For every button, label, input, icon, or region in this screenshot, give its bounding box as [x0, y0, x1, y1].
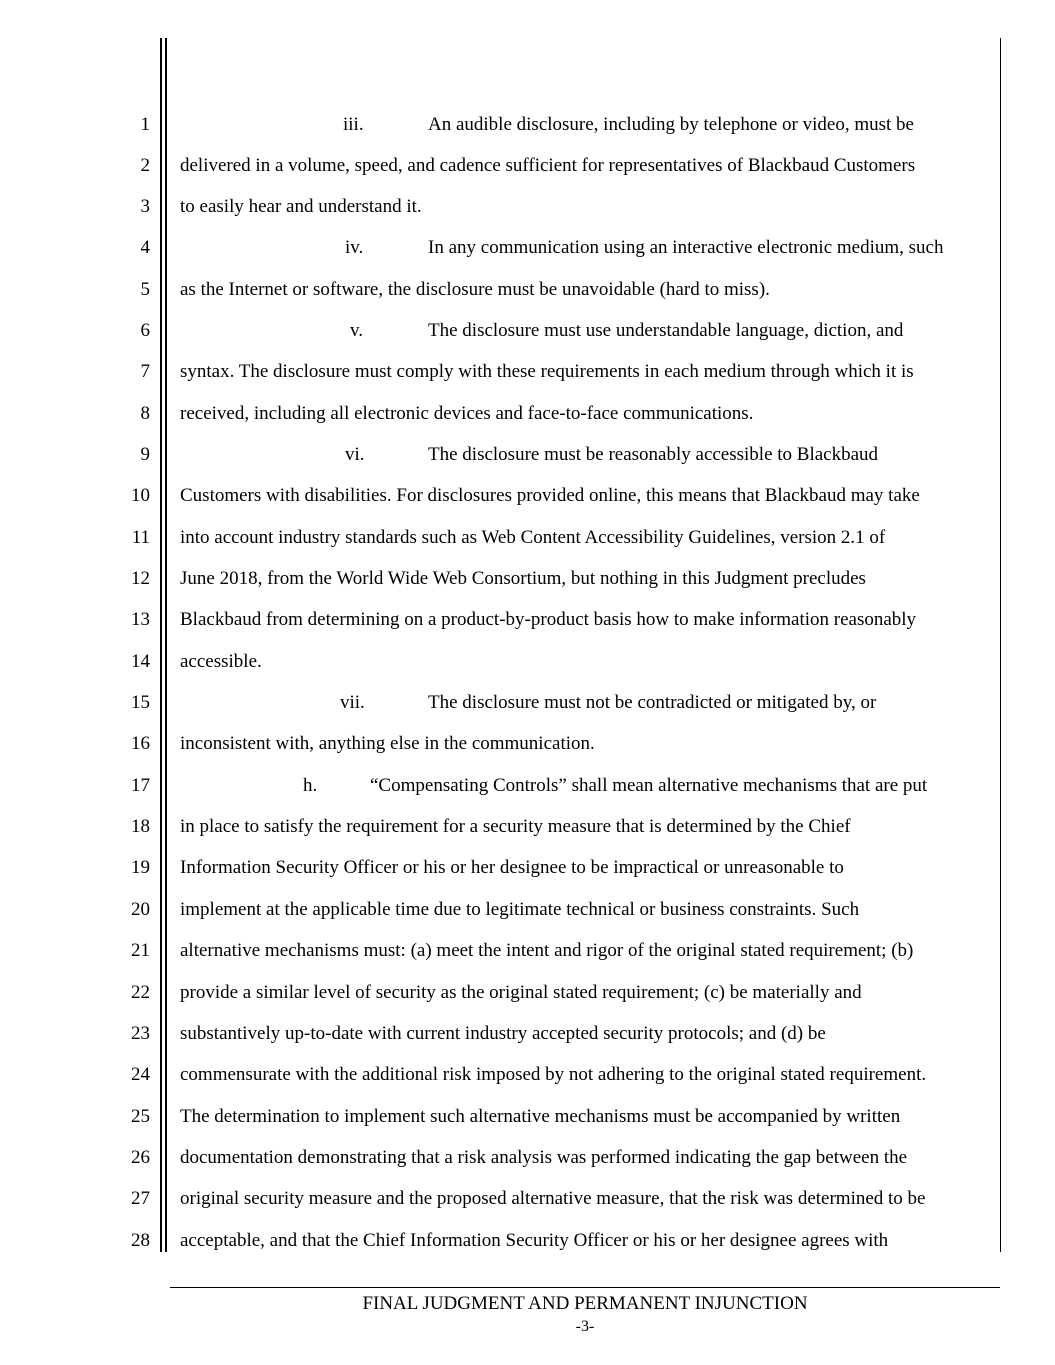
line-number: 9	[140, 444, 150, 465]
footer-rule	[170, 1287, 1000, 1288]
text-line: documentation demonstrating that a risk analysis was performed indicating the gap between the	[180, 1147, 908, 1168]
line-number: 12	[131, 568, 150, 589]
line-number: 13	[131, 609, 150, 630]
text-line: The disclosure must be reasonably accessible to Blackbaud	[428, 444, 879, 465]
line-number: 28	[131, 1230, 150, 1251]
line-number: 7	[140, 361, 150, 382]
text-line: inconsistent with, anything else in the communication.	[180, 733, 595, 754]
line-number: 2	[140, 155, 150, 176]
line-number: 21	[131, 940, 150, 961]
line-number: 23	[131, 1023, 150, 1044]
text-line: In any communication using an interactive electronic medium, such	[428, 237, 944, 258]
line-number: 20	[131, 899, 150, 920]
section-marker: h.	[303, 775, 318, 796]
subsection-marker: vii.	[340, 692, 365, 713]
page-number: -3-	[575, 1318, 595, 1335]
text-line: June 2018, from the World Wide Web Consortium, but nothing in this Judgment precludes	[180, 568, 866, 589]
line-number: 25	[131, 1106, 150, 1127]
line-number: 15	[131, 692, 150, 713]
text-line: original security measure and the proposed alternative measure, that the risk was determined to be	[180, 1188, 926, 1209]
line-number: 10	[131, 485, 150, 506]
line-number: 8	[140, 403, 150, 424]
left-margin-rule-outer	[160, 38, 162, 1252]
text-line: implement at the applicable time due to legitimate technical or business constraints. Such	[180, 899, 860, 920]
subsection-marker: vi.	[345, 444, 365, 465]
line-number: 26	[131, 1147, 150, 1168]
line-number: 22	[131, 982, 150, 1003]
line-number: 24	[131, 1064, 150, 1085]
text-line: in place to satisfy the requirement for a security measure that is determined by the Chief	[180, 816, 851, 837]
right-margin-rule	[1000, 38, 1001, 1252]
line-number: 6	[140, 320, 150, 341]
text-line: The disclosure must not be contradicted or mitigated by, or	[428, 692, 877, 713]
text-line: substantively up-to-date with current industry accepted security protocols; and (d) be	[180, 1023, 826, 1044]
text-line: delivered in a volume, speed, and cadence sufficient for representatives of Blackbaud Customers	[180, 155, 916, 176]
text-line: An audible disclosure, including by telephone or video, must be	[428, 114, 914, 135]
text-line: provide a similar level of security as the original stated requirement; (c) be materially and	[180, 982, 862, 1003]
line-number: 27	[131, 1188, 150, 1209]
text-line: alternative mechanisms must: (a) meet the intent and rigor of the original stated requirement; (b)	[180, 940, 914, 961]
line-number: 18	[131, 816, 150, 837]
line-number: 3	[140, 196, 150, 217]
footer-title: FINAL JUDGMENT AND PERMANENT INJUNCTION	[362, 1293, 808, 1314]
text-line: Information Security Officer or his or her designee to be impractical or unreasonable to	[180, 857, 844, 878]
text-line: The determination to implement such alternative mechanisms must be accompanied by written	[180, 1106, 901, 1127]
line-number: 14	[131, 651, 150, 672]
left-margin-rule-inner	[165, 38, 167, 1252]
line-number: 16	[131, 733, 150, 754]
text-line: accessible.	[180, 651, 262, 672]
line-number: 17	[131, 775, 150, 796]
line-number: 4	[140, 237, 150, 258]
line-number: 1	[140, 114, 150, 135]
text-line: “Compensating Controls” shall mean alternative mechanisms that are put	[370, 775, 928, 796]
line-number: 5	[140, 279, 150, 300]
text-line: Blackbaud from determining on a product-by-product basis how to make information reasonably	[180, 609, 917, 630]
text-line: The disclosure must use understandable language, diction, and	[428, 320, 904, 341]
subsection-marker: v.	[350, 320, 364, 341]
text-line: commensurate with the additional risk imposed by not adhering to the original stated requirement.	[180, 1064, 927, 1085]
line-number: 11	[131, 527, 150, 548]
subsection-marker: iii.	[343, 114, 364, 135]
text-line: to easily hear and understand it.	[180, 196, 422, 217]
text-line: received, including all electronic devices and face-to-face communications.	[180, 403, 754, 424]
text-line: as the Internet or software, the disclosure must be unavoidable (hard to miss).	[180, 279, 770, 300]
text-line: syntax. The disclosure must comply with these requirements in each medium through which it is	[180, 361, 914, 382]
subsection-marker: iv.	[345, 237, 364, 258]
text-line: Customers with disabilities. For disclosures provided online, this means that Blackbaud may take	[180, 485, 920, 506]
text-line: into account industry standards such as Web Content Accessibility Guidelines, version 2.1 of	[180, 527, 886, 548]
line-number: 19	[131, 857, 150, 878]
text-line: acceptable, and that the Chief Information Security Officer or his or her designee agrees with	[180, 1230, 889, 1251]
